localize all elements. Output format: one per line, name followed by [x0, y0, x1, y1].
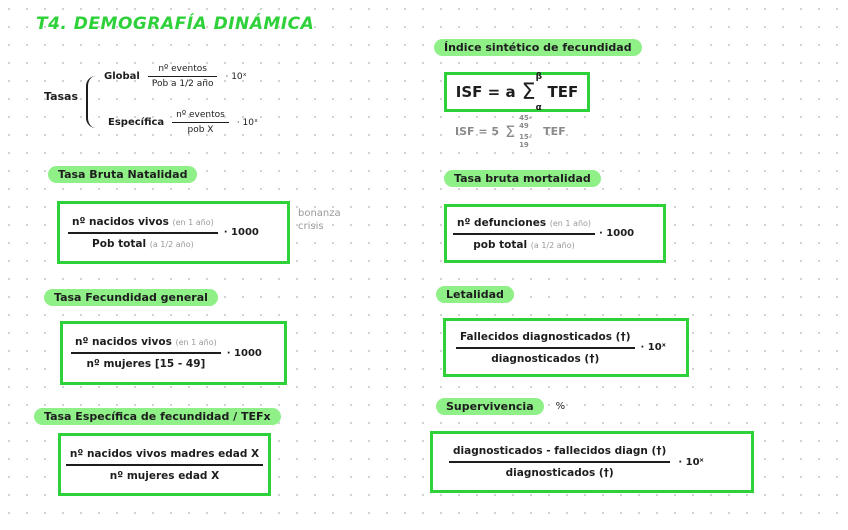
tbn-fraction: [68, 216, 218, 250]
letalidad-box: [443, 318, 689, 377]
isf-box: [444, 72, 590, 112]
fraction-bar: [449, 461, 670, 463]
especifica-multiplier: · 10ˣ: [236, 117, 258, 128]
tbm-denominator: pob total (a 1/2 año): [473, 238, 575, 251]
tfg-numerator: nº nacidos vivos (en 1 año): [75, 336, 217, 348]
especifica-label: Específica: [108, 117, 165, 128]
global-denominator: Pob a 1/2 año: [151, 79, 214, 89]
fraction-bar: [453, 233, 595, 235]
brace: [86, 76, 98, 128]
tbn-numerator: nº nacidos vivos (en 1 año): [72, 215, 214, 228]
tef-heading: Tasa Específica de fecundidad / TEFx: [34, 408, 281, 425]
tfg-box: [60, 321, 287, 385]
tef-numerator: nº nacidos vivos madres edad X: [69, 447, 260, 460]
especifica-denominator: pob X: [187, 125, 214, 135]
tbn-multiplier: · 1000: [223, 227, 259, 238]
tbm-box: [444, 204, 666, 263]
isf-example: ISF = 5 Σ 45-49 15-19 TEF: [455, 114, 566, 149]
global-label: Global: [104, 71, 140, 82]
especifica-numerator: nº eventos: [176, 110, 225, 120]
letalidad-fraction: [456, 331, 635, 365]
especifica-fraction: [172, 110, 229, 135]
supervivencia-header: [436, 398, 565, 415]
global-multiplier: · 10ˣ: [225, 71, 247, 82]
tfg-heading: Tasa Fecundidad general: [44, 289, 218, 306]
tbn-box: [57, 201, 290, 264]
tfg-fraction: [71, 336, 221, 370]
supervivencia-unit: %: [555, 401, 566, 412]
fraction-bar: [68, 232, 218, 234]
tfg-denominator: nº mujeres [15 - 49]: [86, 358, 206, 370]
supervivencia-heading: Supervivencia: [436, 398, 544, 415]
tbm-multiplier: · 1000: [599, 228, 635, 239]
fraction-bar: [148, 76, 218, 77]
fraction-bar: [456, 347, 635, 349]
supervivencia-box: [430, 431, 754, 493]
supervivencia-multiplier: · 10ˣ: [678, 456, 704, 468]
sigma-symbol: Σ β α: [521, 71, 543, 113]
fraction-bar: [172, 122, 229, 123]
page-title: T4. DEMOGRAFÍA DINÁMICA: [36, 14, 315, 34]
letalidad-denominator: diagnosticados (†): [491, 352, 600, 365]
tbn-note: bonanza crisis: [298, 208, 341, 232]
tasa-global: [104, 64, 247, 89]
tef-fraction: [66, 448, 263, 482]
fraction-bar: [66, 464, 263, 466]
tasas-label: Tasas: [44, 90, 79, 103]
tbn-heading: Tasa Bruta Natalidad: [48, 166, 197, 183]
supervivencia-numerator: diagnosticados - fallecidos diagn (†): [453, 445, 667, 457]
tef-box: [58, 433, 271, 496]
tbn-denominator: Pob total (a 1/2 año): [92, 237, 194, 250]
tasa-especifica: [108, 110, 258, 135]
isf-heading: Índice sintético de fecundidad: [434, 39, 642, 56]
tfg-multiplier: · 1000: [226, 347, 262, 359]
tbm-heading: Tasa bruta mortalidad: [444, 170, 601, 187]
global-fraction: [148, 64, 218, 89]
tbm-fraction: [453, 217, 595, 251]
supervivencia-fraction: [449, 445, 670, 479]
isf-formula: ISF = a Σ β α TEF: [455, 71, 579, 113]
supervivencia-denominator: diagnosticados (†): [505, 467, 614, 479]
letalidad-multiplier: · 10ˣ: [640, 342, 666, 353]
sigma-symbol: Σ 45-49 15-19: [505, 114, 532, 149]
global-numerator: nº eventos: [158, 64, 207, 74]
tef-denominator: nº mujeres edad X: [109, 469, 220, 482]
tbm-numerator: nº defunciones (en 1 año): [457, 216, 592, 229]
fraction-bar: [71, 352, 221, 354]
letalidad-heading: Letalidad: [436, 286, 514, 303]
letalidad-numerator: Fallecidos diagnosticados (†): [460, 330, 631, 343]
